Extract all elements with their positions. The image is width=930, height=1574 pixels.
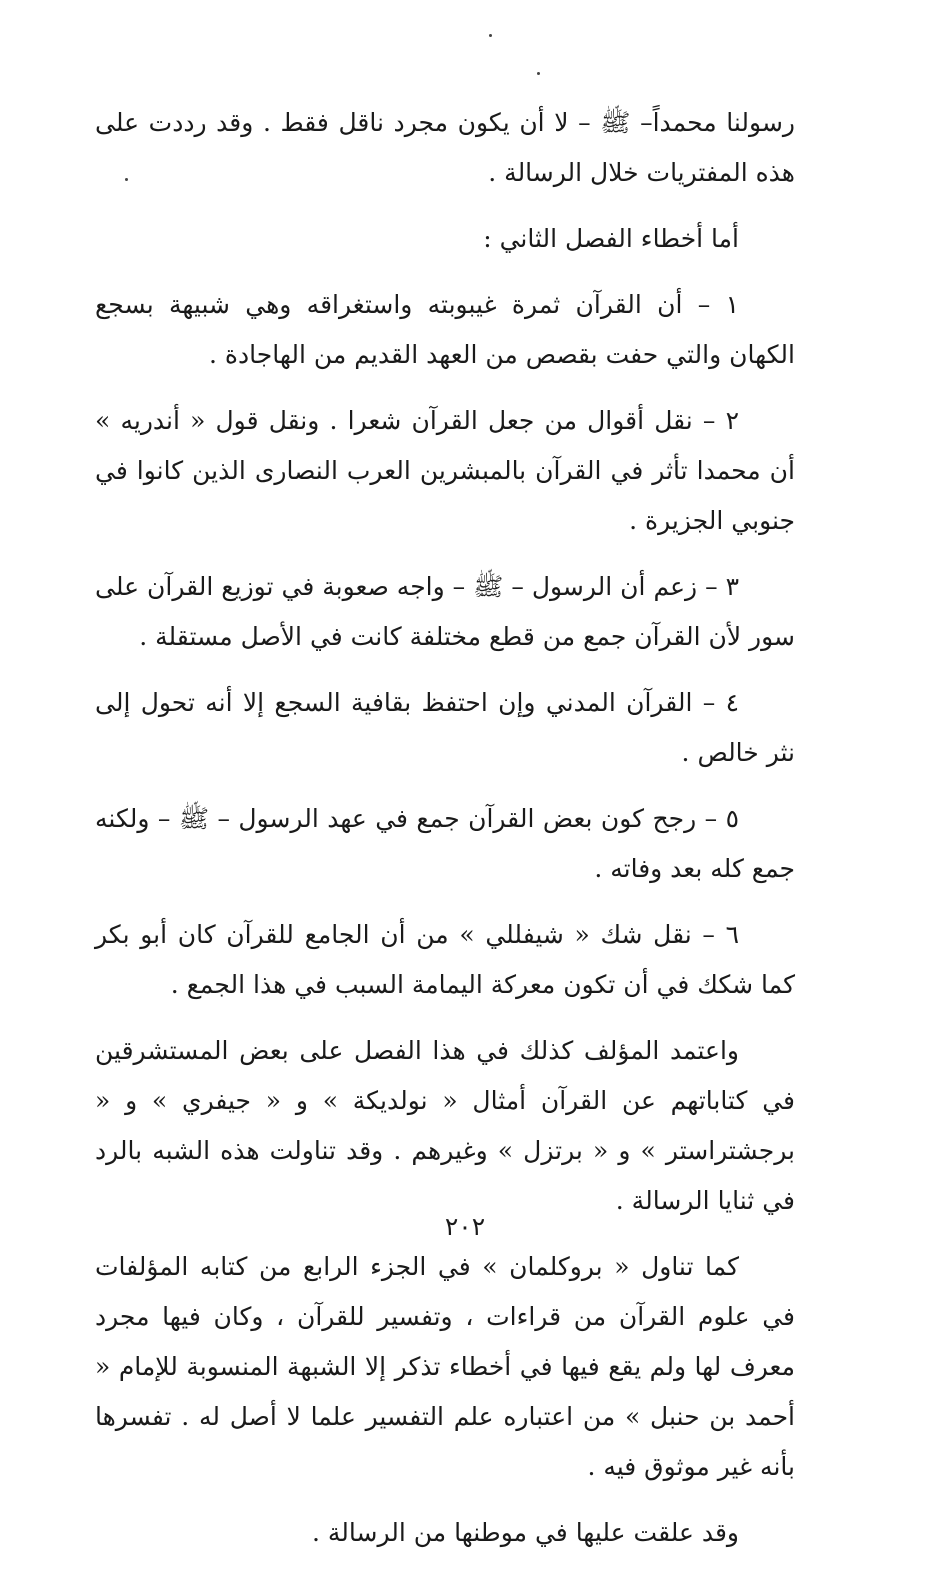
paragraph-brockelmann: كما تناول « بروكلمان » في الجزء الرابع من كتابه المؤلفات في علوم القرآن من قراءات ، وتفسير للقرآن ، وكان فيها مجرد معرف لها ولم يقع فيها في أخطاء تذكر إلا الشبهة المنسوبة للإمام « أحمد بن حنبل » من اعتباره علم التفسير علما لا أصل له . تفسرها بأنه غير موثوق فيه . bbox=[95, 1252, 795, 1481]
paragraph-closing: وقد علقت عليها في موطنها من الرسالة . bbox=[311, 1518, 739, 1547]
scan-speck bbox=[489, 34, 492, 37]
document-body bbox=[95, 98, 795, 1574]
list-item-3: ٣ – زعم أن الرسول – ﷺ – واجه صعوبة في توزيع القرآن على سور لأن القرآن جمع من قطع مختلفة كانت في الأصل مستقلة . bbox=[95, 572, 795, 651]
list-item-4: ٤ – القرآن المدني وإن احتفظ بقافية السجع إلا أنه تحول إلى نثر خالص . bbox=[95, 688, 795, 767]
scan-speck bbox=[537, 72, 540, 75]
list-item-5: ٥ – رجح كون بعض القرآن جمع في عهد الرسول – ﷺ – ولكنه جمع كله بعد وفاته . bbox=[95, 804, 795, 883]
list-item-6: ٦ – نقل شك « شيفللي » من أن الجامع للقرآن كان أبو بكر كما شكك في أن تكون معركة اليمامة السبب في هذا الجمع . bbox=[95, 920, 795, 999]
section-heading: أما أخطاء الفصل الثاني : bbox=[483, 224, 739, 253]
list-item-2: ٢ – نقل أقوال من جعل القرآن شعرا . ونقل قول « أندريه » أن محمدا تأثر في القرآن بالمبشرين العرب النصارى الذين كانوا في جنوبي الجزيرة . bbox=[95, 406, 795, 535]
list-item-1: ١ – أن القرآن ثمرة غيبوبته واستغراقه وهي شبيهة بسجع الكهان والتي حفت بقصص من العهد القديم من الهاجادة . bbox=[95, 290, 795, 369]
page-number: ٢٠٢ bbox=[444, 1212, 486, 1241]
paragraph-orientalists: واعتمد المؤلف كذلك في هذا الفصل على بعض المستشرقين في كتاباتهم عن القرآن أمثال « نولديكة » و « جيفري » و « برجشتراستر » و « برتزل » وغيرهم . وقد تناولت هذه الشبه بالرد في ثنايا الرسالة . bbox=[95, 1036, 795, 1215]
scan-speck bbox=[125, 178, 128, 181]
paragraph-continuation: رسولنا محمداً– ﷺ – لا أن يكون مجرد ناقل فقط . وقد رددت على هذه المفتريات خلال الرسالة . bbox=[95, 108, 795, 187]
